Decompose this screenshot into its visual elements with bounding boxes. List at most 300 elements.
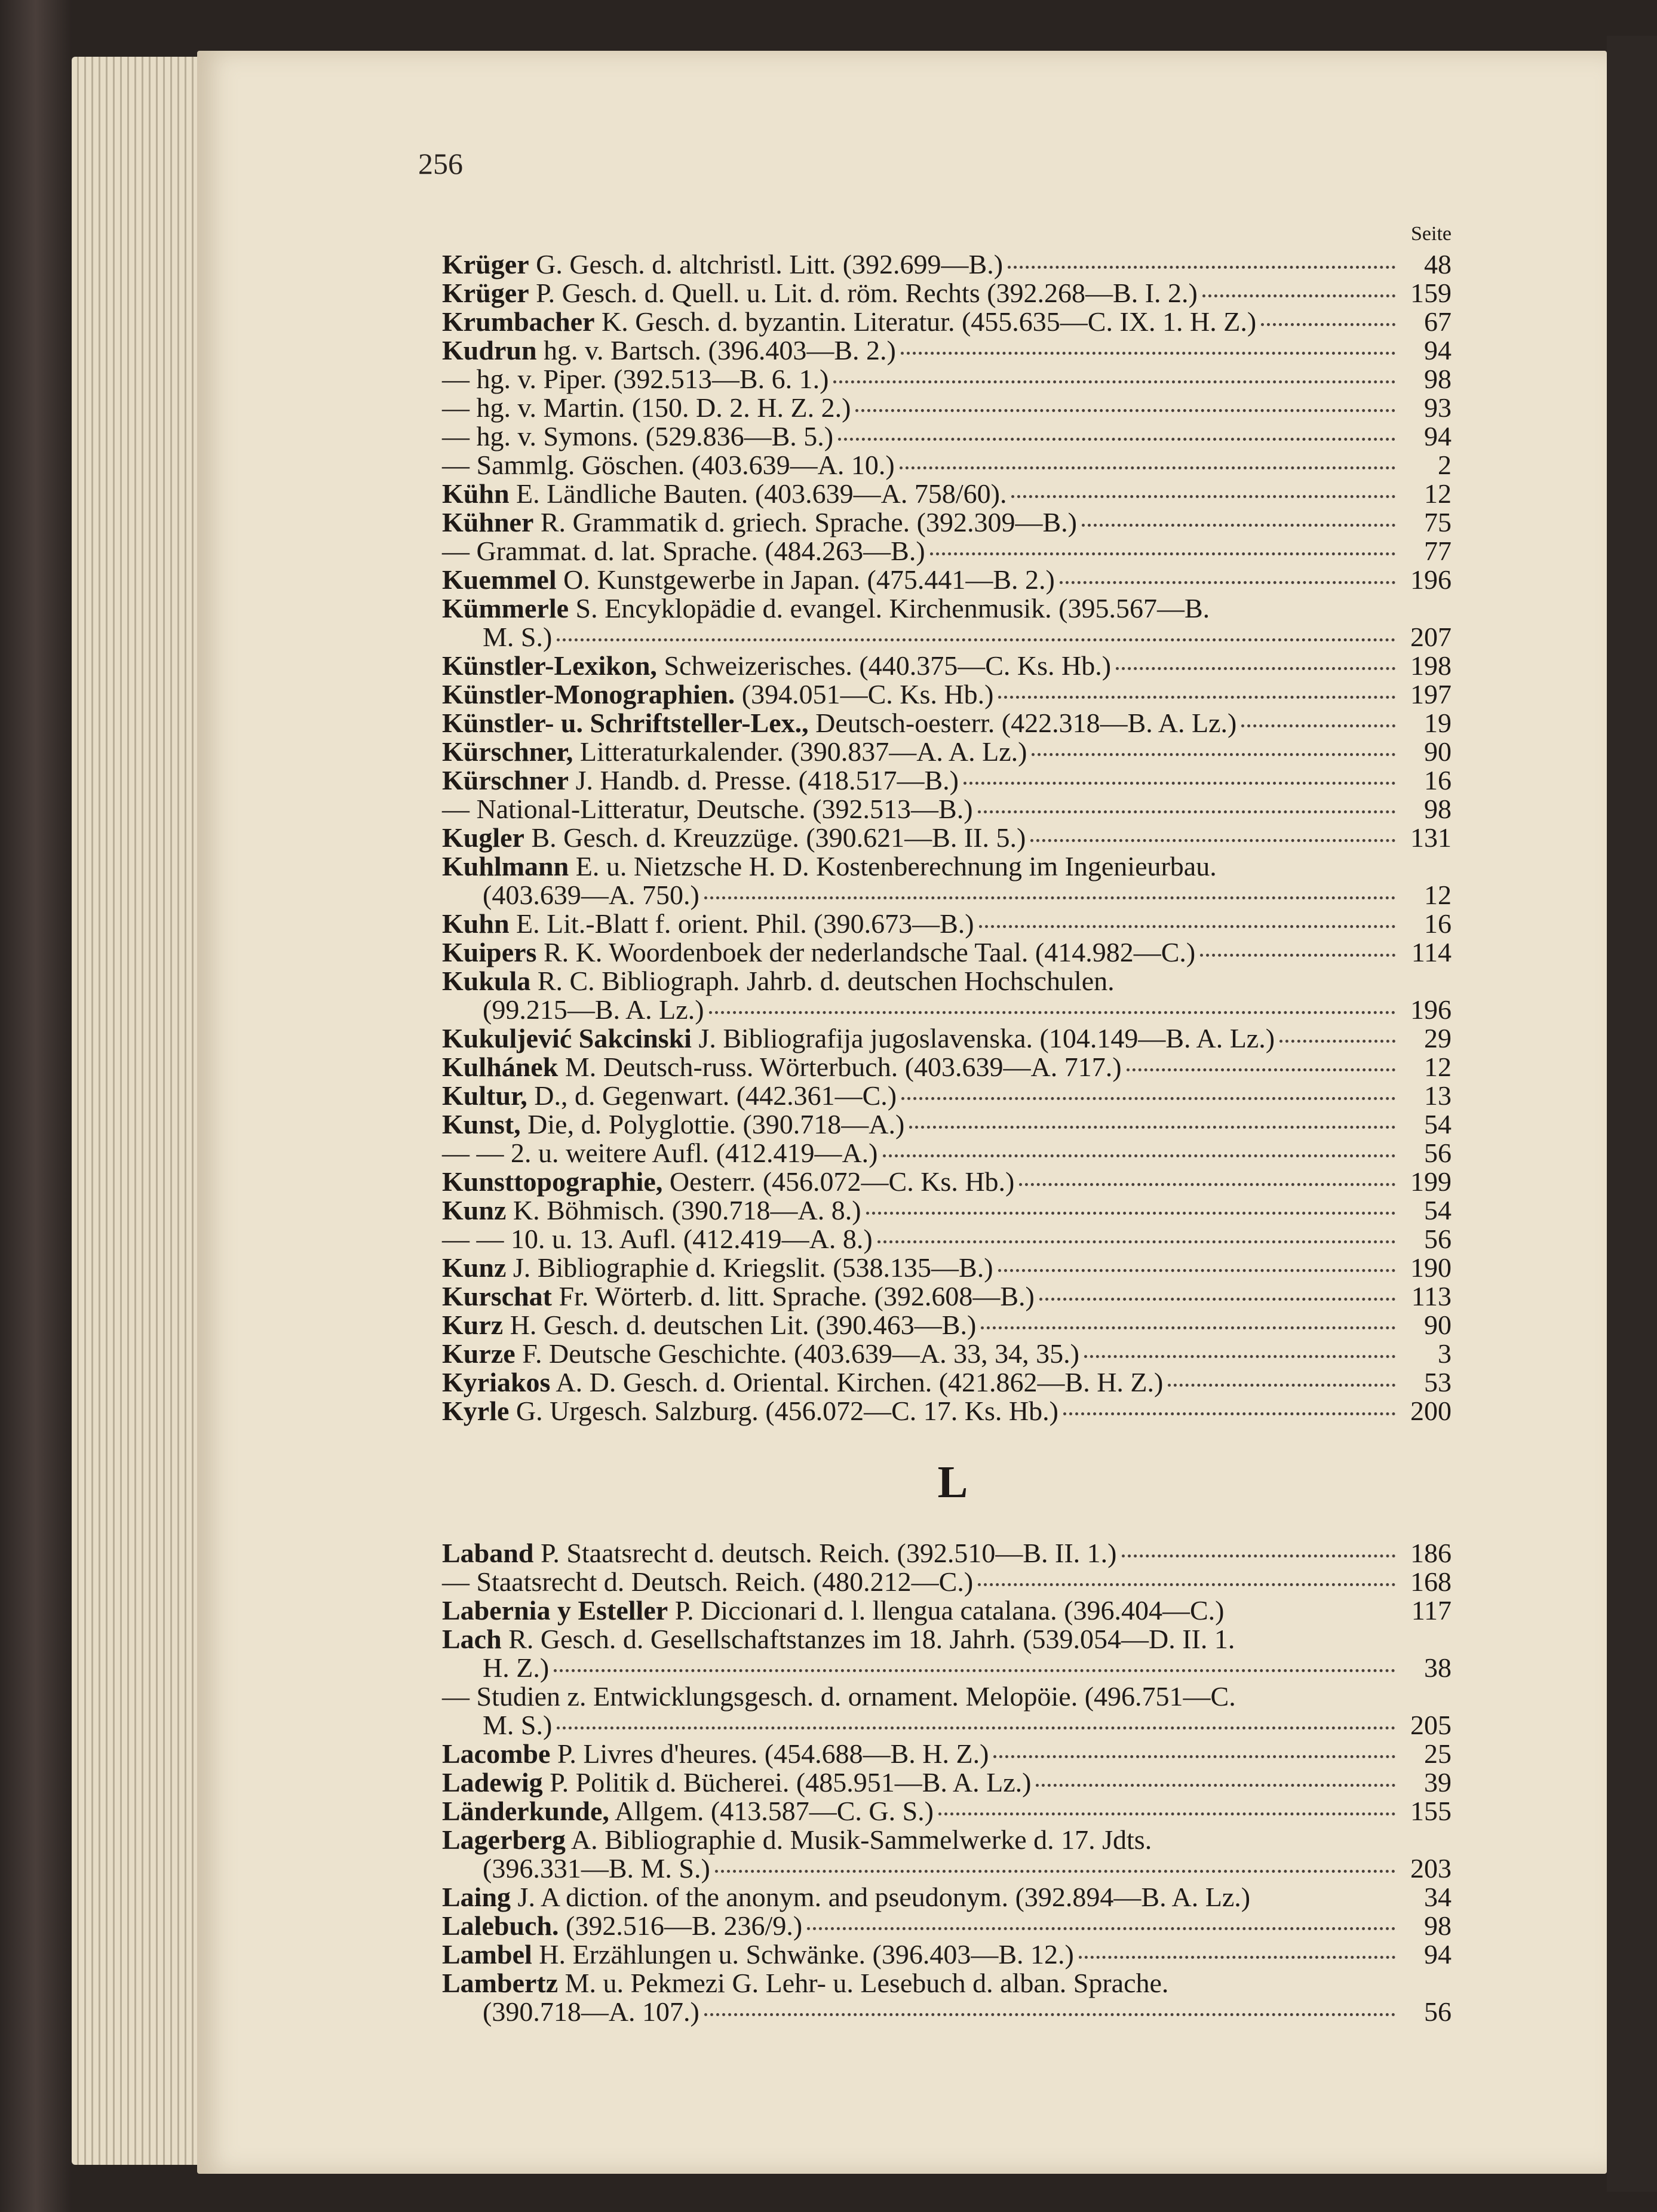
entry-text (442, 537, 925, 566)
dot-leader (930, 552, 1395, 555)
index-entry (442, 394, 1452, 422)
entry-keyword: Kugler (442, 822, 524, 853)
index-entry (442, 967, 1452, 996)
entry-keyword: Künstler-Monographien. (442, 679, 735, 709)
dot-leader (1202, 294, 1395, 297)
entry-keyword: Kurschat (442, 1281, 552, 1311)
index-entry (442, 1024, 1452, 1053)
entry-description: — Staatsrecht d. Deutsch. Reich. (480.212—C.) (442, 1566, 974, 1597)
entry-keyword: Künstler-Lexikon, (442, 650, 657, 681)
dot-leader (833, 380, 1395, 383)
index-entry-continuation (442, 996, 1452, 1024)
entry-page-number: 19 (1424, 708, 1452, 738)
dot-leader (981, 1326, 1395, 1329)
dot-leader (807, 1927, 1395, 1930)
entry-text (442, 1139, 878, 1168)
entry-description: R. K. Woordenboek der nederlandsche Taal. (414.982—C.) (536, 937, 1196, 967)
entry-description: E. Lit.-Blatt f. orient. Phil. (390.673—B.) (509, 908, 974, 939)
dot-leader (557, 638, 1395, 641)
index-entry (442, 1254, 1452, 1282)
entry-keyword: Kukuljević Sakcinski (442, 1023, 692, 1053)
entry-page-number: 94 (1424, 421, 1452, 451)
entry-text (442, 709, 1236, 738)
dot-leader (1116, 667, 1395, 670)
entry-page-number: 196 (1410, 564, 1452, 595)
entry-description: Oesterr. (456.072—C. Ks. Hb.) (662, 1166, 1015, 1197)
index-entry (442, 910, 1452, 938)
index-entry-continuation (442, 1654, 1452, 1682)
dot-leader (1127, 1068, 1395, 1071)
seite-column-label: Seite (1411, 223, 1452, 245)
entry-text (442, 480, 1007, 508)
entry-page-number: 98 (1424, 364, 1452, 394)
index-entry (442, 852, 1452, 881)
entry-description: E. Ländliche Bauten. (403.639—A. 758/60). (509, 478, 1007, 509)
entry-description: K. Gesch. d. byzantin. Literatur. (455.635—C. IX. 1. H. Z.) (594, 306, 1257, 337)
entry-page-number: 3 (1438, 1338, 1452, 1369)
entry-description: (392.516—B. 236/9.) (559, 1910, 803, 1941)
index-entry (442, 480, 1452, 508)
entry-page-number: 16 (1424, 765, 1452, 795)
entry-page-number: 197 (1410, 679, 1452, 709)
entry-text (442, 1625, 1235, 1654)
entry-page-number: 131 (1410, 822, 1452, 853)
entry-keyword: Kuemmel (442, 564, 557, 595)
index-entry-continuation (442, 1711, 1452, 1740)
entry-text (442, 1168, 1014, 1196)
index-entry (442, 1682, 1452, 1711)
entry-page-number: 56 (1424, 1138, 1452, 1168)
entry-continuation-text: (396.331—B. M. S.) (483, 1853, 710, 1884)
entry-keyword: Laing (442, 1882, 511, 1912)
entry-description: Allgem. (413.587—C. G. S.) (609, 1796, 934, 1826)
dot-leader (866, 1212, 1395, 1215)
entry-continuation-text: (403.639—A. 750.) (483, 880, 699, 910)
entry-keyword: Lacombe (442, 1738, 551, 1769)
index-entry-continuation (442, 881, 1452, 910)
entry-text (442, 336, 896, 365)
entry-page-number: 12 (1424, 478, 1452, 509)
entry-description: F. Deutsche Geschichte. (403.639—A. 33, 34, 35.) (515, 1338, 1079, 1369)
index-entry (442, 709, 1452, 738)
entry-keyword: Kühner (442, 507, 534, 537)
entry-text (442, 910, 974, 938)
entry-keyword: Lambertz (442, 1968, 559, 1998)
entry-description: Die, d. Polyglottie. (390.718—A.) (520, 1109, 905, 1139)
entry-keyword: Länderkunde, (442, 1796, 609, 1826)
entry-text (442, 1282, 1035, 1311)
entry-text (442, 1024, 1275, 1053)
dot-leader (901, 352, 1395, 355)
entry-page-number: 113 (1411, 1281, 1452, 1311)
index-entry (442, 1883, 1452, 1912)
dot-leader (1019, 1183, 1395, 1186)
entry-description: M. u. Pekmezi G. Lehr- u. Lesebuch d. alban. Sprache. (558, 1968, 1169, 1998)
dot-leader (998, 696, 1395, 699)
entry-text (442, 1797, 934, 1826)
index-entry (442, 1625, 1452, 1654)
index-entry-continuation (442, 1998, 1452, 2026)
entry-page-number: 196 (1410, 994, 1452, 1025)
entry-text (442, 1568, 973, 1596)
entry-continuation-text: (99.215—B. A. Lz.) (483, 994, 704, 1025)
entry-page-number: 75 (1424, 507, 1452, 537)
entry-text (442, 508, 1077, 537)
entry-text (442, 394, 851, 422)
dot-leader (978, 810, 1395, 813)
entry-page-number: 12 (1424, 1052, 1452, 1082)
entry-keyword: Krüger (442, 278, 529, 308)
dot-leader (1060, 581, 1395, 584)
index-entry (442, 1768, 1452, 1797)
index-entry (442, 938, 1452, 967)
entry-keyword: Kurz (442, 1310, 504, 1340)
entry-keyword: Kyriakos (442, 1367, 551, 1397)
index-entry (442, 566, 1452, 594)
entry-keyword: Kudrun (442, 335, 537, 365)
entry-description: B. Gesch. d. Kreuzzüge. (390.621—B. II. 5.) (524, 822, 1026, 853)
entry-page-number: 190 (1410, 1252, 1452, 1283)
dot-leader (1079, 1956, 1395, 1959)
index-entry (442, 1826, 1452, 1854)
dot-leader (709, 1011, 1395, 1014)
dot-leader (979, 925, 1395, 928)
entry-text (442, 652, 1111, 680)
entry-text (442, 1596, 1224, 1625)
page-number: 256 (418, 147, 463, 180)
entry-page-number: 198 (1410, 650, 1452, 681)
index-entry (442, 250, 1452, 279)
dot-leader (704, 896, 1395, 899)
dot-leader (901, 1097, 1395, 1100)
entry-page-number: 200 (1410, 1396, 1452, 1426)
index-entry (442, 1596, 1452, 1625)
dot-leader (1122, 1554, 1396, 1557)
index-entry (442, 1912, 1452, 1940)
entry-page-number: 114 (1411, 937, 1452, 967)
entry-description: S. Encyklopädie d. evangel. Kirchenmusik. (395.567—B. (569, 593, 1210, 623)
entry-description: P. Staatsrecht d. deutsch. Reich. (392.510—B. II. 1.) (533, 1538, 1117, 1568)
entry-page-number: 67 (1424, 306, 1452, 337)
dot-leader (554, 1669, 1395, 1672)
entry-text (442, 1225, 873, 1254)
entry-text (442, 451, 895, 480)
entry-text (442, 1826, 1152, 1854)
entry-text (442, 1110, 904, 1139)
index-entry (442, 308, 1452, 336)
dot-leader (1030, 839, 1395, 842)
entry-page-number: 2 (1438, 450, 1452, 480)
index-entry (442, 1110, 1452, 1139)
entry-text (442, 279, 1198, 308)
index-entry (442, 336, 1452, 365)
entry-text (442, 566, 1055, 594)
entry-keyword: Kuhlmann (442, 851, 569, 881)
entry-keyword: Kürschner (442, 765, 569, 795)
entry-page-number: 90 (1424, 736, 1452, 767)
dot-leader (963, 782, 1395, 785)
entry-keyword: Kuipers (442, 937, 537, 967)
entry-description: G. Urgesch. Salzburg. (456.072—C. 17. Ks. Hb.) (509, 1396, 1058, 1426)
index-entry-continuation (442, 1854, 1452, 1883)
entry-page-number: 12 (1424, 880, 1452, 910)
entry-text (442, 365, 829, 394)
entry-page-number: 98 (1424, 794, 1452, 824)
index-entry (442, 680, 1452, 709)
book-cover-edge (1607, 36, 1657, 2192)
entry-description: P. Diccionari d. l. llengua catalana. (396.404—C.) (668, 1595, 1225, 1626)
entry-page-number: 39 (1424, 1767, 1452, 1798)
entry-keyword: Kühn (442, 478, 510, 509)
entry-description: A. Bibliographie d. Musik-Sammelwerke d. 17. Jdts. (565, 1824, 1152, 1855)
dot-leader (557, 1726, 1395, 1729)
entry-text (442, 824, 1026, 852)
dot-leader (1082, 524, 1395, 527)
dot-leader (877, 1240, 1395, 1243)
index-entry (442, 1196, 1452, 1225)
entry-text (442, 852, 1217, 881)
entry-page-number: 94 (1424, 335, 1452, 365)
index-entry (442, 1311, 1452, 1340)
entry-description: P. Politik d. Bücherei. (485.951—B. A. Lz.) (542, 1767, 1032, 1798)
index-entry (442, 1340, 1452, 1368)
entry-continuation-text: H. Z.) (483, 1652, 550, 1683)
entry-text (442, 308, 1256, 336)
index-entry (442, 365, 1452, 394)
entry-continuation-text: M. S.) (483, 1710, 553, 1740)
dot-leader (1039, 1298, 1395, 1301)
entry-page-number: 90 (1424, 1310, 1452, 1340)
entry-text (442, 766, 959, 795)
entry-description: D., d. Gegenwart. (442.361—C.) (527, 1080, 897, 1111)
entry-keyword: Kyrle (442, 1396, 510, 1426)
entry-page-number: 29 (1424, 1023, 1452, 1053)
book-page-edges (72, 57, 209, 2165)
entry-description: — — 10. u. 13. Aufl. (412.419—A. 8.) (442, 1224, 873, 1254)
index-entry-continuation (442, 623, 1452, 652)
entry-keyword: Kuhn (442, 908, 510, 939)
entry-description: — Sammlg. Göschen. (403.639—A. 10.) (442, 450, 895, 480)
entry-description: H. Gesch. d. deutschen Lit. (390.463—B.) (503, 1310, 977, 1340)
entry-page-number: 54 (1424, 1109, 1452, 1139)
entry-page-number: 77 (1424, 536, 1452, 566)
entry-description: — hg. v. Symons. (529.836—B. 5.) (442, 421, 834, 451)
entry-keyword: Kunz (442, 1252, 507, 1283)
index-entry (442, 1053, 1452, 1082)
entry-description: A. D. Gesch. d. Oriental. Kirchen. (421.862—B. H. Z.) (550, 1367, 1164, 1397)
dot-leader (993, 1755, 1395, 1758)
index-entry (442, 279, 1452, 308)
entry-page-number: 54 (1424, 1195, 1452, 1225)
entry-description: — Studien z. Entwicklungsgesch. d. ornament. Melopöie. (496.751—C. (442, 1681, 1236, 1712)
entry-description: (394.051—C. Ks. Hb.) (735, 679, 994, 709)
dot-leader (883, 1154, 1396, 1157)
entry-page-number: 117 (1411, 1595, 1452, 1626)
entry-text (442, 1082, 897, 1110)
index-entry (442, 1539, 1452, 1568)
entry-description: — National-Litteratur, Deutsche. (392.513—B.) (442, 794, 973, 824)
index-entry (442, 1225, 1452, 1254)
dot-leader (978, 1583, 1395, 1586)
dot-leader (838, 438, 1395, 441)
dot-leader (1063, 1412, 1395, 1415)
dot-leader (1032, 753, 1395, 756)
entry-keyword: Laband (442, 1538, 534, 1568)
entry-page-number: 203 (1410, 1853, 1452, 1884)
entry-continuation-text: (390.718—A. 107.) (483, 1996, 699, 2027)
entry-page-number: 207 (1410, 622, 1452, 652)
entry-description: P. Gesch. d. Quell. u. Lit. d. röm. Rechts (392.268—B. I. 2.) (529, 278, 1198, 308)
entry-description: — — 2. u. weitere Aufl. (412.419—A.) (442, 1138, 878, 1168)
dot-leader (1008, 266, 1395, 269)
entry-page-number: 159 (1410, 278, 1452, 308)
index-entry (442, 824, 1452, 852)
entry-keyword: Kunst, (442, 1109, 521, 1139)
entry-keyword: Kürschner, (442, 736, 573, 767)
entry-description: R. C. Bibliograph. Jahrb. d. deutschen Hochschulen. (530, 966, 1115, 996)
entry-keyword: Kukula (442, 966, 531, 996)
index-entry (442, 451, 1452, 480)
entry-text (442, 680, 993, 709)
index-list-k (442, 250, 1452, 1425)
entry-page-number: 48 (1424, 249, 1452, 279)
dot-leader (1241, 724, 1395, 727)
entry-description: P. Livres d'heures. (454.688—B. H. Z.) (550, 1738, 989, 1769)
entry-text (442, 1969, 1168, 1998)
index-entry (442, 738, 1452, 766)
entry-text (442, 738, 1027, 766)
index-entry (442, 652, 1452, 680)
dot-leader (1036, 1784, 1395, 1787)
index-entry (442, 1969, 1452, 1998)
entry-description: R. Grammatik d. griech. Sprache. (392.309—B.) (533, 507, 1077, 537)
entry-text (442, 1940, 1074, 1969)
entry-keyword: Kultur, (442, 1080, 527, 1111)
index-entry (442, 422, 1452, 451)
entry-description: H. Erzählungen u. Schwänke. (396.403—B. 12.) (532, 1939, 1074, 1970)
entry-text (442, 422, 833, 451)
entry-keyword: Labernia y Esteller (442, 1595, 668, 1626)
index-entry (442, 1397, 1452, 1425)
entry-description: O. Kunstgewerbe in Japan. (475.441—B. 2.) (556, 564, 1055, 595)
entry-keyword: Ladewig (442, 1767, 543, 1798)
entry-keyword: Kunsttopographie, (442, 1166, 663, 1197)
entry-keyword: Lalebuch. (442, 1910, 559, 1941)
dot-leader (998, 1269, 1395, 1272)
index-entry (442, 1368, 1452, 1397)
index-entry (442, 594, 1452, 623)
entry-text (442, 1254, 993, 1282)
entry-page-number: 38 (1424, 1652, 1452, 1683)
entry-page-number: 34 (1424, 1882, 1452, 1912)
entry-description: — Grammat. d. lat. Sprache. (484.263—B.) (442, 536, 925, 566)
dot-leader (715, 1870, 1395, 1873)
index-entry (442, 766, 1452, 795)
entry-text (442, 1196, 861, 1225)
entry-description: K. Böhmisch. (390.718—A. 8.) (506, 1195, 861, 1225)
dot-leader (855, 409, 1395, 412)
entry-description: E. u. Nietzsche H. D. Kostenberechnung im Ingenieurbau. (569, 851, 1217, 881)
dot-leader (704, 2013, 1395, 2016)
index-entry (442, 1168, 1452, 1196)
index-entries (442, 218, 1452, 2026)
entry-page-number: 199 (1410, 1166, 1452, 1197)
entry-description: — hg. v. Piper. (392.513—B. 6. 1.) (442, 364, 829, 394)
entry-keyword: Kunz (442, 1195, 507, 1225)
dot-leader (1200, 954, 1395, 957)
index-entry (442, 795, 1452, 824)
entry-keyword: Kümmerle (442, 593, 569, 623)
entry-text (442, 1539, 1117, 1568)
entry-text (442, 250, 1003, 279)
entry-keyword: Krüger (442, 249, 529, 279)
entry-page-number: 186 (1410, 1538, 1452, 1568)
index-entry (442, 1940, 1452, 1969)
index-entry (442, 1282, 1452, 1311)
entry-description: J. A diction. of the anonym. and pseudonym. (392.894—B. A. Lz.) (511, 1882, 1251, 1912)
entry-keyword: Kurze (442, 1338, 515, 1369)
entry-description: J. Bibliografija jugoslavenska. (104.149—B. A. Lz.) (691, 1023, 1275, 1053)
entry-page-number: 93 (1424, 392, 1452, 423)
entry-description: Fr. Wörterb. d. litt. Sprache. (392.608—B.) (552, 1281, 1035, 1311)
dot-leader (1279, 1040, 1395, 1043)
index-entry (442, 1797, 1452, 1826)
entry-description: G. Gesch. d. altchristl. Litt. (392.699—B.) (529, 249, 1004, 279)
entry-keyword: Künstler- u. Schriftsteller-Lex., (442, 708, 809, 738)
entry-description: Litteraturkalender. (390.837—A. A. Lz.) (573, 736, 1027, 767)
entry-keyword: Krumbacher (442, 306, 595, 337)
dot-leader (1011, 495, 1395, 498)
entry-text (442, 1768, 1031, 1797)
dot-leader (1084, 1355, 1395, 1358)
entry-text (442, 1311, 976, 1340)
entry-page-number: 168 (1410, 1566, 1452, 1597)
entry-description: Schweizerisches. (440.375—C. Ks. Hb.) (656, 650, 1112, 681)
entry-text (442, 1368, 1163, 1397)
entry-text (442, 1883, 1250, 1912)
entry-text (442, 1740, 989, 1768)
entry-continuation-text: M. S.) (483, 622, 553, 652)
entry-page-number: 16 (1424, 908, 1452, 939)
entry-text (442, 1912, 802, 1940)
entry-page-number: 155 (1410, 1796, 1452, 1826)
section-letter-l: L (937, 1457, 968, 1507)
entry-text (442, 1682, 1236, 1711)
index-entry (442, 1139, 1452, 1168)
entry-text (442, 1053, 1122, 1082)
dot-leader (1261, 323, 1395, 326)
index-entry (442, 1082, 1452, 1110)
entry-keyword: Lambel (442, 1939, 532, 1970)
entry-text (442, 594, 1210, 623)
entry-description: J. Handb. d. Presse. (418.517—B.) (569, 765, 959, 795)
entry-text (442, 1397, 1058, 1425)
entry-page-number: 205 (1410, 1710, 1452, 1740)
index-list-l (442, 1539, 1452, 2026)
index-entry (442, 1740, 1452, 1768)
entry-page-number: 53 (1424, 1367, 1452, 1397)
entry-text (442, 795, 973, 824)
entry-description: J. Bibliographie d. Kriegslit. (538.135—B.) (506, 1252, 993, 1283)
entry-page-number: 13 (1424, 1080, 1452, 1111)
entry-description: hg. v. Bartsch. (396.403—B. 2.) (536, 335, 896, 365)
entry-description: Deutsch-oesterr. (422.318—B. A. Lz.) (808, 708, 1237, 738)
dot-leader (909, 1126, 1395, 1129)
entry-page-number: 98 (1424, 1910, 1452, 1941)
index-entry (442, 508, 1452, 537)
entry-keyword: Lach (442, 1624, 502, 1654)
entry-keyword: Kulhánek (442, 1052, 559, 1082)
